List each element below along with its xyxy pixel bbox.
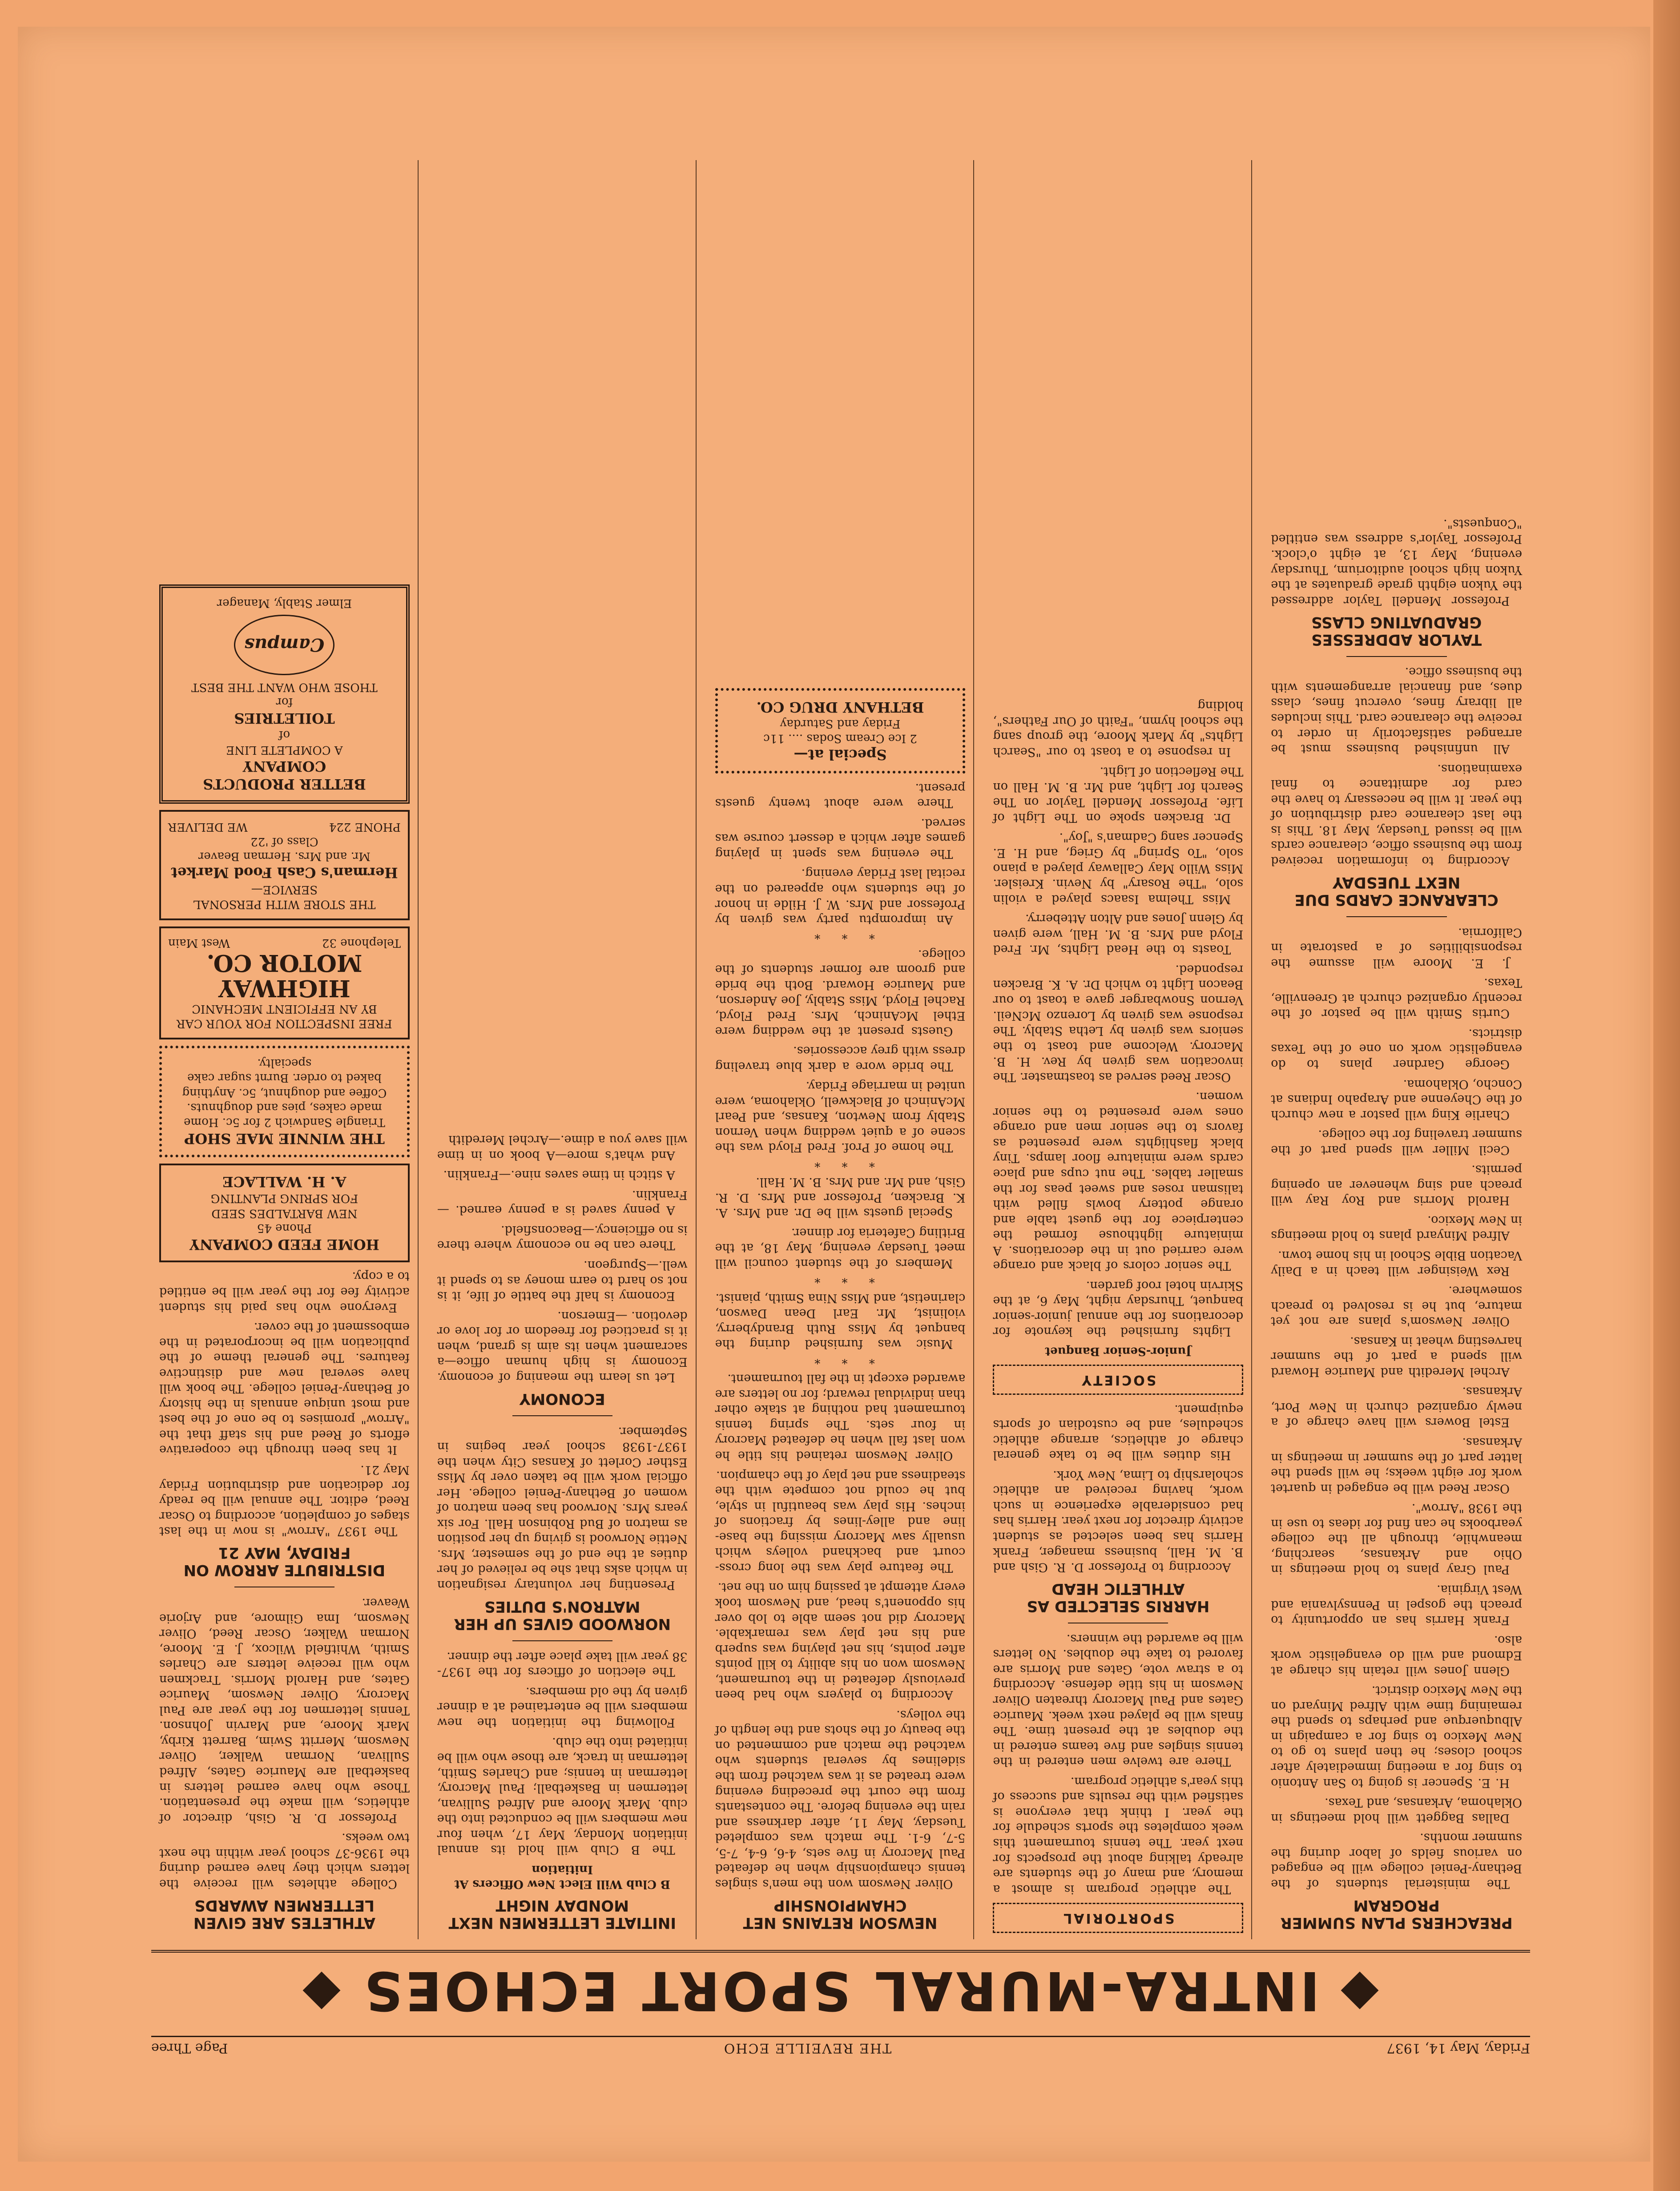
article-text: J. E. Moore will assume the responsibilities of a pastorate in California. (1271, 925, 1522, 970)
ad-store-name: BETHANY DRUG CO. (756, 698, 924, 716)
article-text: The 1937 "Arrow" is now in the last stages of completion, according to Oscar Reed, editor. The annual will be ready for dedication and distribution Friday May 21. (159, 1463, 410, 1539)
ad-feed-owner: A. H. WALLACE (222, 1173, 346, 1191)
article-text: Professor D. R. Gish, director of athletics, will make the presentation. Those who have earned letters in basketball are Maurice Gates, Alfred Sullivan, Norman Walker, Oliver Newsom, Merritt Swim, Barrett Kirby, Mark Moore, and Marvin Johnson. Tennis lettermen for the year are Paul Macrory, Oliver Newsom, Maurice Gates, and Harold Morris. Trackmen who will receive letters are Charles Smith, Whitfield Wilcox, J. E. Moore, Norman Walker, Oscar Reed, Oliver Newsom, Ima Gilmore, and Arjorie Weaver. (159, 1595, 410, 1825)
headline-harris: HARRIS SELECTED AS ATHLETIC HEAD (1027, 1580, 1210, 1615)
article-text: Toasts to the Head Lights, Mr. Fred Floyd and Mrs. B. M. Hall, were given by Glenn Jones and Alton Atteberry. (993, 912, 1244, 957)
article-text: Cecil Miller will spend part of the summer traveling for the college. (1271, 1128, 1522, 1157)
headline-newsom: NEWSOM RETAINS NET CHAMPIONSHIP (743, 1896, 938, 1932)
article-text: Frank Harris has an opportunity to preach the gospel in Pennsylvania and West Virginia. (1271, 1582, 1522, 1627)
ad-winnie-mae (159, 1046, 410, 1157)
ad-feed-phone: Phone 45 (257, 1221, 312, 1235)
divider (512, 1640, 612, 1641)
article-text: According to Professor D. R. Gish and B. M. Hall, business manager, Frank Harris has been selected as student activity director for next year. Harris has had considerable experience in such work, having received an athletic scholarship to Lima, New York. (993, 1468, 1244, 1575)
ad-days: Friday and Saturday (780, 717, 901, 730)
article-text: According to players who had been previously defeated in the tournament, Newsom won on his ability to kill points after points, his net playing was superb and his net play was remarkable. Macrory did not seem able to lob over his opponent's head, and Newsom took every attempt at passing him on the net. (715, 1580, 966, 1702)
article-text: Music was furnished during the banquet by Miss Ruth Brandyberry, violinist, Mr. Earl Dean Dawson, clarinetist, and Miss Nina Smith, pianist. (715, 1291, 966, 1351)
article-text: His duties will be to take general charge of athletics, arrange athletic schedules, and be custodian of sports equipment. (993, 1402, 1244, 1462)
diamond-ornament-icon (302, 1972, 340, 2010)
article-text: There were about twenty guests present. (715, 781, 966, 810)
headline-lettermen: INITIATE LETTERMEN NEXT MONDAY NIGHT (448, 1896, 676, 1932)
ad-herman-name: Herman's Cash Food Market (171, 864, 398, 882)
article-text: Professor Mendell Taylor addressed the Yukon eighth grade graduates at the Yukon high school auditorium, Thursday evening, May 13, at eight o'clock. Professor Taylor's address was entitled "Conquests". (1271, 516, 1522, 608)
ad-better-products (159, 584, 410, 804)
ad-bpc-line1: A COMPLETE LINE (226, 743, 343, 757)
article-text: The senior colors of black and orange were carried out in the decorations. A miniature lighthouse formed the centerpiece for the guest table and orange pottery bowls filled with talisman roses and sweet peas for the smaller tables. The nut cups and place cards were miniature floor lamps. Tiny black flashlights were presented as favors to the senior men and orange ones were presented to the senior women. (993, 1090, 1244, 1273)
ad-herman-phone: PHONE 224 (329, 820, 401, 834)
ad-bpc-line5: THOSE WHO WANT THE BEST (191, 680, 378, 694)
article-text: According to information received from the business office, clearance cards will be issued Tuesday, May 18. This is the last clearance card distribution of the year. It will be necessary to have the card for admittance to final examinations. (1271, 761, 1522, 868)
section-separator: * * * (806, 928, 875, 942)
banner-title: INTRA-MURAL SPORT ECHOES (361, 1959, 1320, 2022)
article-text: Oliver Newsom's plans are not yet mature, but he is resolved to preach somewhere. (1271, 1284, 1522, 1329)
column-2 (985, 160, 1252, 1939)
headline-taylor: TAYLOR ADDRESSES GRADUATING CLASS (1311, 613, 1482, 648)
page-edge (1653, 0, 1680, 2191)
headline-athletes: ATHLETES ARE GIVEN LETTERMEN AWARDS (193, 1896, 375, 1932)
article-text: Oliver Newsom retained his title he won last fall when he defeated Macrory in four sets. The spring tennis tournament had nothing at stake other than individual reward; for no letters are awarded except in the fall tournament. (715, 1372, 966, 1463)
article-text: The home of Prof. Fred Floyd was the scene of a quiet wedding when Vernon Stably from Newton, Kansas, and Pearl McAninch of Blackwell, Oklahoma, were united in marriage Friday. (715, 1079, 966, 1155)
divider (1346, 916, 1447, 917)
article-text: Presenting her voluntary resignation in which asks that she be relieved of her duties at the end of the semester, Mrs. Nettie Norwood is giving up her position as matron of Bud Robinson Hall. For six years Mrs. Norwood has been matron of women of Bethany-Peniel college. Her official work will be taken over by Miss Esther Corlett of Kansas City when the 1937-1938 school year begins in September. (437, 1424, 688, 1592)
article-text: The feature play was the long cross-court and backhand volleys which usually saw Macrory missing the base-line and alley-lines by fractions of inches. His play was beautiful in style, but he could not compete with the steadiness and net play of the champion. (715, 1468, 966, 1575)
article-text: Dr. Bracken spoke on The Light of Life. Professor Mendell Taylor on The Search for Light, and Mr. B. M. Hall on The Reflection of Light. (993, 765, 1244, 825)
article-text: Let us learn the meaning of economy. Economy is high human office—a sacrament when its aim is grand, when it is practiced for freedom or for love or devotion. —Emerson. (437, 1309, 688, 1384)
subhead-banquet: Junior-Senior Banquet (1045, 1344, 1192, 1358)
divider (1346, 656, 1447, 657)
headline-preachers: PREACHERS PLAN SUMMER PROGRAM (1280, 1896, 1513, 1932)
divider (512, 1415, 612, 1416)
ad-bethany-drug (715, 688, 966, 773)
article-text: Glenn Jones will retain his charge at Edmond and will do evangelistic work also. (1271, 1633, 1522, 1678)
article-text: Miss Thelma Isaacs played a violin solo, "The Rosary" by Nevin. Kreisler. Miss Willo May Callaway played a piano solo, "To Spring" by Grieg, and H. E. Spencer sang Cadman's "Joy". (993, 830, 1244, 906)
ad-bpc-name: BETTER PRODUCTS COMPANY (203, 757, 366, 793)
article-text: In response to a toast to our "Search Lights" by Mark Moore, the group sang the school hymn, "Faith of Our Fathers", holding (993, 699, 1244, 759)
headline-economy: ECONOMY (519, 1390, 605, 1408)
article-text: All unfinished business must be arranged satisfactorily in order to receive the clearance card. This includes all library fines, overcut fines, class dues, and financial arrangements with the business office. (1271, 665, 1522, 756)
headline-arrow: DISTRIBUTE ARROW ON FRIDAY, MAY 21 (183, 1544, 386, 1579)
article-text: Members of the student council will meet Tuesday evening, May 18, at the Britling Cafeteria for dinner. (715, 1225, 966, 1271)
ad-motor-phone: Telephone 32 (322, 936, 401, 950)
article-text: The B Club will hold its annual initiation Monday, May 17, when four new members will be conducted into the club. Mark Moore and Alfred Sullivan, lettermen in Basketball; Paul Macrory, letterman in tennis; and Charles Smith, letterman in track, are those who will be initiated into the club. (437, 1735, 688, 1857)
ad-herman-contact (168, 819, 401, 834)
article-text: Dallas Baggett will hold meetings in Oklahoma, Arkansas, and Texas. (1271, 1796, 1522, 1825)
ad-bpc-line4: for (276, 695, 293, 709)
subhead-b-club: B Club Will Elect New Officers At Initiation (454, 1862, 670, 1891)
article-text: Estel Bowers will have charge of a newly organized church in New Port, Arkansas. (1271, 1385, 1522, 1430)
ad-herman-market (159, 810, 410, 920)
column-3 (707, 160, 975, 1939)
article-text: Charlie King will pastor a new church of the Cheyenne and Arapaho Indians at Concho, Oklahoma. (1271, 1077, 1522, 1122)
article-text: Archel Meredith and Maurice Howard will spend a part of the summer harvesting wheat in Kansas. (1271, 1334, 1522, 1379)
column-1 (1263, 160, 1530, 1939)
ad-special-label: Special at— (794, 746, 887, 764)
article-text: Paul Gray plans to hold meetings in Ohio and Arkansas, searching, meanwhile, through all the college yearbooks he can find for ideas to use in the 1938 "Arrow". (1271, 1501, 1522, 1577)
article-text: College athletes will receive the letters which they have earned during the 1936-37 school year within the next two weeks. (159, 1831, 410, 1891)
folio-date: Friday, May 14, 1937 (1386, 2040, 1530, 2056)
ad-bpc-manager: Elmer Stably, Manager (217, 596, 352, 610)
article-text: An impromptu party was given by Professor and Mrs. W. J. Hilde in honor of the students who appeared on the recital last Friday evening. (715, 866, 966, 927)
ad-herman-class: Class of '22 (250, 835, 318, 849)
article-text: Following the initiation the new members will be entertained at a dinner given by the old members. (437, 1684, 688, 1729)
article-text: Alfred Minyard plans to hold meetings in New Mexico. (1271, 1213, 1522, 1243)
column-5 (151, 160, 419, 1939)
article-text: Rex Weisinger will teach in a Daily Vacation Bible School in his home town. (1271, 1249, 1522, 1278)
article-text: Oscar Reed will be engaged in quartet work for eight weeks; he will spend the latter part of the summer in meetings in Arkansas. (1271, 1435, 1522, 1495)
ad-highway-motor (159, 926, 410, 1039)
ad-motor-name: HIGHWAY MOTOR CO. (206, 949, 363, 1002)
article-text: George Gardner plans to do evangelistic work on one of the Texas districts. (1271, 1026, 1522, 1071)
ad-winnie-text: Triangle Sandwich 2 for 5c. Home made cakes, pies and doughnuts. Coffee and doughnut, 5c. Anything baked to order. Burnt sugar cake specialty. (182, 1056, 387, 1129)
article-text: A penny saved is a penny earned. —Franklin. (437, 1188, 688, 1217)
article-text: There are twelve men entered in the tennis singles and five teams entered in the doubles at the present time. The finals will be played next week. Maurice Gates and Paul Macrory threaten Oliver Newsom in his title defense. According to a straw vote, Gates and Morris are favored to take the doubles. No letters will be awarded the winners. (993, 1631, 1244, 1769)
ad-motor-contact (168, 935, 401, 950)
section-separator: * * * (806, 1352, 875, 1366)
ad-herman-line1: THE STORE WITH PERSONAL SERVICE— (193, 882, 376, 911)
article-text: The athletic program is almost a memory, and many of the students are already talking about the prospects for next year. The tennis tournament this week completes the sports schedule for the year. I think that everyone is satisfied with the results and success of this year's athletic program. (993, 1774, 1244, 1896)
section-separator: * * * (806, 1156, 875, 1169)
ad-motor-line1: FREE INSPECTION FOR YOUR CAR BY AN EFFICIENT MECHANIC (177, 1002, 392, 1030)
article-text: Special guests will be Dr. and Mrs. A. K. Bracken, Professor and Mrs. D. R. Gish, and Mr. and Mrs. B. M. Hall. (715, 1175, 966, 1220)
ad-item: 2 Ice Cream Sodas .... 11c (763, 732, 917, 745)
article-text: There can be no economy where there is no efficiency.—Beaconsfield. (437, 1223, 688, 1253)
article-text: H. E. Spencer is going to San Antonio to sing for a meeting immediately after school closes; he then plans to go to New Mexico to sing for a campaign in Albuquerque and perhaps to spend the remaining time with Alfred Minyard on the New Mexico district. (1271, 1684, 1522, 1790)
article-text: It has been through the cooperative efforts of Reed and his staff that the "Arrow" promises to be one of the best and most unique annuals in the history of Bethany-Peniel college. The book will have several new and distinctive features. The general theme of the publication will be incorporated in the embossment of the cover. (159, 1320, 410, 1457)
article-text: Harold Morris and Roy Ray will preach and sing whenever an opening permits. (1271, 1163, 1522, 1208)
article-text: Everyone who has paid his student activity fee for the year will be entitled to a copy. (159, 1269, 410, 1314)
article-columns (151, 160, 1530, 1939)
article-text: The bride wore a dark blue traveling dress with grey accessories. (715, 1044, 966, 1073)
article-text: Curtis Smith will be pastor of the recently organized church at Greenville, Texas. (1271, 976, 1522, 1021)
article-text: The election of officers for the 1937-38 year will take place after the dinner. (437, 1649, 688, 1679)
ad-bpc-line3: TOILETRIES (234, 710, 335, 727)
headline-norwood: NORWOOD GIVES UP HER MATRON'S DUTIES (454, 1598, 671, 1633)
ad-winnie-name: THE WINNIE MAE SHOP (184, 1130, 385, 1148)
article-text: Lights furnished the keynote for decorations for the annual junior-senior banquet, Thursday night, May 6, at the Skirvin hotel roof garden. (993, 1278, 1244, 1339)
folio-line (151, 2036, 1530, 2059)
ad-feed-line1: NEW BARTALDES SEED (211, 1206, 358, 1220)
article-text: Oliver Newsom won the men's singles tennis championship when he defeated Paul Macrory in five sets, 4-6, 6-4, 7-5, 5-7, 6-1. The match was completed Tuesday, May 11, after darkness and rain the evening before. The contestants from the court the preceding evening were treated as it was watched from the sidelines by several students who watched the match and commented on the beauty of the shots and the length of the volleys. (715, 1708, 966, 1891)
newspaper-page-upside-down (151, 151, 1530, 2059)
article-text: The evening was spent in playing games after which a dessert course was served. (715, 816, 966, 861)
ad-herman-deliver: WE DELIVER (168, 820, 248, 834)
article-text: A stitch in time saves nine.—Franklin. (443, 1168, 675, 1182)
folio-page-number: Page Three (151, 2040, 228, 2056)
diamond-ornament-icon (1341, 1972, 1379, 2010)
ad-feed-name: HOME FEED COMPANY (189, 1236, 379, 1253)
sports-banner (151, 1950, 1530, 2028)
sportorial-header: SPORTORIAL (993, 1903, 1243, 1933)
ad-motor-address: West Main (168, 936, 230, 950)
article-text: The ministerial students of the Bethany-Peniel college will be engaged on various fields of labor during the summer months. (1271, 1831, 1522, 1891)
campus-logo-icon: Campus (234, 615, 334, 675)
article-text: Oscar Reed served as toastmaster. The invocation was given by Rev. H. B. Macrory. Welcome and toast to the seniors was given by Letha Stably. The response was given by Lorenzo McNeil. Vernon Snowbarger gave a toast to our Beacon Light to which Dr. A. K. Bracken responded. (993, 962, 1244, 1084)
column-4 (429, 160, 697, 1939)
article-text: Economy is half the battle of life, it is not so hard to earn money as to spend it well.—Spurgeon. (437, 1258, 688, 1303)
headline-clearance: CLEARANCE CARDS DUE NEXT TUESDAY (1294, 874, 1499, 909)
ad-home-feed (159, 1164, 410, 1262)
folio-paper-name: THE REVEILLE ECHO (723, 2040, 892, 2056)
ad-bpc-line2: of (278, 728, 290, 742)
ad-feed-line2: FOR SPRING PLANTING (210, 1192, 359, 1205)
ad-herman-owner: Mr. and Mrs. Herman Beaver (198, 850, 371, 863)
section-separator: * * * (806, 1272, 875, 1285)
article-text: And what's more—A book on in time will save you a dime.—Archel Meredith (437, 1133, 688, 1162)
society-header: SOCIETY (993, 1365, 1243, 1395)
article-text: Guests present at the wedding were Ethel McAninch, Mrs. Fred Floyd, Rachel Floyd, Miss Stably, Joe Anderson, and Maurice Howard. Both the bride and groom are former students of the college. (715, 947, 966, 1038)
